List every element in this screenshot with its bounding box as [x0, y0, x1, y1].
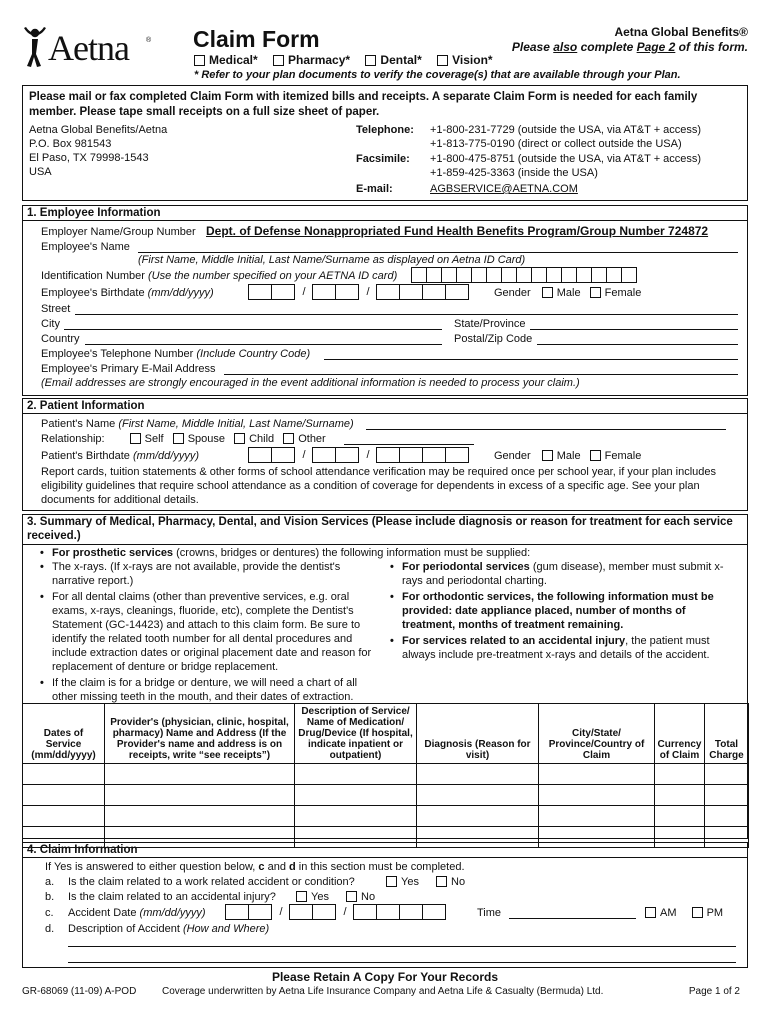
dental-bullets-left: [38, 560, 378, 704]
question-b-answers: [296, 890, 375, 904]
employee-birthdate-field[interactable]: / /: [249, 284, 469, 300]
pm-checkbox[interactable]: PM: [692, 907, 724, 919]
state-field[interactable]: [530, 329, 738, 330]
question-d-letter: d.: [45, 923, 55, 935]
id-number-field[interactable]: [412, 267, 637, 283]
time-field[interactable]: [509, 918, 636, 919]
question-a-letter: a.: [45, 876, 55, 888]
section4-heading: 4. Claim Information: [27, 844, 138, 856]
aetna-figure-icon: [22, 24, 48, 68]
patient-birthdate-label: Patient's Birthdate (mm/dd/yyyy): [41, 450, 199, 462]
patient-gender-group: Gender Male Female: [494, 450, 642, 462]
prosthetic-intro: • For prosthetic services (crowns, bridges or dentures) the following information must be supplied:: [38, 546, 738, 560]
col-total-charge: Total Charge: [705, 704, 749, 764]
am-checkbox[interactable]: AM: [645, 907, 677, 919]
coverage-options: [194, 53, 493, 67]
retain-copy-note: Please Retain A Copy For Your Records: [271, 970, 499, 984]
logo-wordmark: Aetna: [48, 28, 129, 68]
coverage-dental-checkbox[interactable]: Dental*: [365, 53, 421, 67]
employee-email-label: Employee's Primary E-Mail Address: [41, 363, 216, 375]
coverage-pharmacy-checkbox[interactable]: Pharmacy*: [273, 53, 350, 67]
col-description: Description of Service/ Name of Medication/ Drug/Device (If hospital, indicate inpatient or outpatient): [295, 704, 417, 764]
coverage-medical-checkbox[interactable]: Medical*: [194, 53, 258, 67]
relationship-spouse-checkbox[interactable]: Spouse: [173, 433, 225, 445]
street-field[interactable]: [75, 314, 738, 315]
street-label: Street: [41, 303, 71, 315]
section3-heading: 3. Summary of Medical, Pharmacy, Dental, and Vision Services (Please include diagnosis or reason for treatment for each service received.): [27, 516, 733, 542]
bullet-accidental: • For services related to an accidental injury, the patient must always include pre-treatment x-rays and details of the accident.: [402, 634, 733, 662]
col-provider: Provider's (physician, clinic, hospital, pharmacy) Name and Address (If the Provider's name and address is on receipts, write “see receipts”): [105, 704, 295, 764]
postal-label: Postal/Zip Code: [454, 333, 533, 345]
relationship-other-field[interactable]: [344, 444, 474, 445]
page-number: Page 1 of 2: [688, 986, 740, 997]
state-label: State/Province: [454, 318, 526, 330]
coverage-note: * Refer to your plan documents to verify the coverage(s) that are available through your Plan.: [194, 69, 681, 81]
employee-gender-female-checkbox[interactable]: Female: [590, 287, 642, 299]
accident-description-line-2[interactable]: [68, 962, 736, 963]
relationship-other-checkbox[interactable]: Other: [283, 433, 326, 445]
question-a-no-checkbox[interactable]: No: [436, 876, 465, 888]
mailing-address: Aetna Global Benefits/Aetna P.O. Box 981543 El Paso, TX 79998-1543 USA: [29, 124, 168, 178]
email-label: E-mail:: [356, 183, 393, 195]
bullet-bridge-denture: • If the claim is for a bridge or denture, we will need a chart of all other missing teeth in the mouth, and their dates of extraction.: [52, 676, 378, 704]
question-b-letter: b.: [45, 891, 55, 903]
accident-date-field[interactable]: / /: [226, 904, 446, 920]
employee-phone-label: Employee's Telephone Number (Include Country Code): [41, 348, 311, 360]
telephone-numbers: +1-800-231-7729 (outside the USA, via AT&T + access) +1-813-775-0190 (direct or collect outside the USA): [430, 124, 702, 150]
section1-heading: 1. Employee Information: [27, 207, 161, 219]
table-row[interactable]: [23, 806, 749, 827]
coverage-vision-checkbox[interactable]: Vision*: [437, 53, 492, 67]
section2-heading: 2. Patient Information: [27, 400, 145, 412]
table-row[interactable]: [23, 785, 749, 806]
telephone-label: Telephone:: [356, 124, 414, 136]
fax-numbers: +1-800-475-8751 (outside the USA, via AT&T + access) +1-859-425-3363 (inside the USA): [430, 153, 702, 179]
dental-bullets-right: [388, 560, 733, 662]
complete-page2-note: Please also complete Page 2 of this form.: [511, 40, 748, 54]
school-note: Report cards, tuition statements & other forms of school attendance verification may be required once per school year, if your plan includes eligibility guidelines that require school attendance as a condition of coverage for dependents in excess of a specific age. See your plan documents for additional details.: [41, 466, 717, 506]
aetna-logo: Aetna ®: [22, 24, 172, 68]
section4-intro: If Yes is answered to either question below, c and d in this section must be completed.: [45, 861, 465, 873]
mail-instructions-box: [22, 85, 748, 201]
city-field[interactable]: [64, 329, 442, 330]
col-diagnosis: Diagnosis (Reason for visit): [417, 704, 539, 764]
underwriter-note: Coverage underwritten by Aetna Life Insurance Company and Aetna Life & Casualty (Bermuda) Ltd.: [162, 986, 604, 997]
question-b-yes-checkbox[interactable]: Yes: [296, 891, 329, 903]
id-label: Identification Number (Use the number specified on your AETNA ID card): [41, 270, 398, 282]
page-title: Claim Form: [193, 26, 320, 52]
col-dates-of-service: Dates of Service (mm/dd/yyyy): [23, 704, 105, 764]
country-label: Country: [41, 333, 80, 345]
employee-email-field[interactable]: [224, 374, 738, 375]
email-note: (Email addresses are strongly encouraged in the event additional information is needed to process your claim.): [41, 377, 580, 389]
col-currency: Currency of Claim: [655, 704, 705, 764]
relationship-group: Relationship: Self Spouse Child Other: [41, 433, 326, 445]
patient-name-label: Patient's Name (First Name, Middle Initial, Last Name/Surname): [41, 418, 354, 430]
employee-birthdate-label: Employee's Birthdate (mm/dd/yyyy): [41, 287, 214, 299]
question-a-yes-checkbox[interactable]: Yes: [386, 876, 419, 888]
patient-birthdate-field[interactable]: / /: [249, 447, 469, 463]
question-a-answers: [386, 875, 465, 889]
form-id: GR-68069 (11-09) A-POD: [22, 986, 137, 997]
services-table-header: [23, 704, 749, 764]
employee-gender-male-checkbox[interactable]: Male: [542, 287, 581, 299]
bullet-xrays: • The x-rays. (If x-rays are not available, provide the dentist's narrative report.): [52, 560, 378, 588]
services-table: [22, 703, 749, 848]
bullet-orthodontic: • For orthodontic services, the following information must be provided: date appliance placed, number of months of treatment, months of treatment remaining.: [402, 590, 733, 632]
bullet-dental-claims: • For all dental claims (other than preventive services, e.g. oral exams, x-rays, cleanings, fluoride, etc), complete the Dentist's Statement (GC-14423) and attach to this claim form. Be sure to identify the related tooth number for all dental procedures and include extraction dates or original placement date and reason for replacement of denture or bridge replacement.: [52, 590, 378, 674]
relationship-self-checkbox[interactable]: Self: [130, 433, 164, 445]
city-label: City: [41, 318, 60, 330]
mail-instruction: Please mail or fax completed Claim Form with itemized bills and receipts. A separate Claim Form is needed for each family member. Please tape small receipts on a full size sheet of paper.: [29, 91, 698, 118]
postal-field[interactable]: [537, 344, 738, 345]
employee-name-label: Employee's Name: [41, 241, 130, 253]
employer-value: Dept. of Defense Nonappropriated Fund Health Benefits Program/Group Number 724872: [206, 224, 709, 238]
patient-gender-male-checkbox[interactable]: Male: [542, 450, 581, 462]
relationship-child-checkbox[interactable]: Child: [234, 433, 274, 445]
employee-name-hint: (First Name, Middle Initial, Last Name/Surname as displayed on Aetna ID Card): [138, 254, 526, 266]
table-row[interactable]: [23, 764, 749, 785]
country-field[interactable]: [85, 344, 442, 345]
patient-name-field[interactable]: [366, 429, 726, 430]
accident-description-line-1[interactable]: [68, 946, 736, 947]
employer-label: Employer Name/Group Number: [41, 226, 196, 238]
question-c: Accident Date (mm/dd/yyyy): [68, 907, 206, 919]
employee-phone-field[interactable]: [324, 359, 738, 360]
patient-gender-female-checkbox[interactable]: Female: [590, 450, 642, 462]
question-a: Is the claim related to a work related accident or condition?: [68, 876, 355, 888]
am-pm-group: [645, 906, 723, 920]
question-c-letter: c.: [45, 907, 54, 919]
question-d: Description of Accident (How and Where): [68, 923, 270, 935]
question-b-no-checkbox[interactable]: No: [346, 891, 375, 903]
question-b: Is the claim related to an accidental injury?: [68, 891, 276, 903]
col-location: City/State/ Province/Country of Claim: [539, 704, 655, 764]
email-link[interactable]: AGBSERVICE@AETNA.COM: [430, 183, 578, 195]
employee-gender-group: Gender Male Female: [494, 287, 642, 299]
time-label: Time: [477, 907, 502, 919]
brand-name: Aetna Global Benefits®: [614, 25, 748, 39]
fax-label: Facsimile:: [356, 153, 410, 165]
bullet-periodontal: • For periodontal services (gum disease), member must submit x-rays and periodontal charting.: [402, 560, 733, 588]
